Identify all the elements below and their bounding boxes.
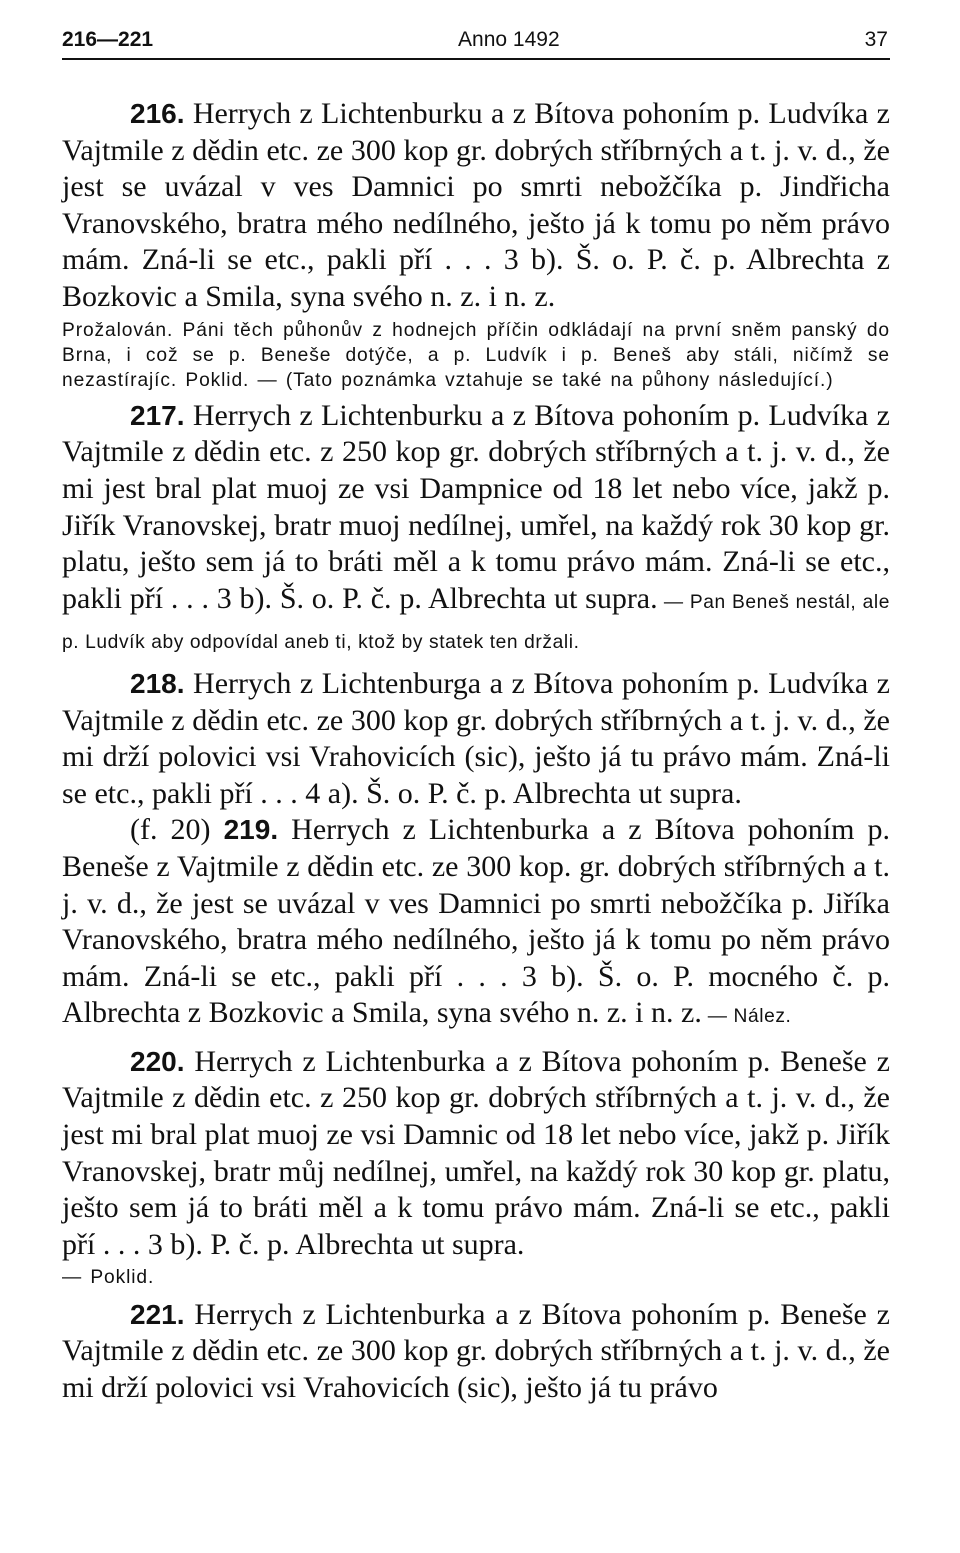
page-header [62,28,890,60]
entry-number: 217. [130,399,185,431]
folio-reference: (f. 20) [130,813,224,847]
entry-body: Herrych z Lichtenburku a z Bítova pohoním p. Ludvíka z Vajtmile z dědin etc. z 250 kop gr. dobrých stříbrných a t. j. v. d., že mi jest bral plat muoj ze vsi Dampnice od 18 let nebo více, jakž p. Jiřík Vranovskej, bratr muoj nedílnej, umřel, na každý rok 30 kop gr. platu, ješto sem já to bráti měl a k tomu právo mám. Zná-li se etc., pakli pří . . . 3 b). Š. o. P. č. p. Albrechta ut supra. [62,398,890,615]
entry-220 [62,1044,890,1291]
entry-217 [62,398,890,662]
entry-number: 219. [223,814,279,846]
entry-number: 218. [130,667,185,699]
entry-221 [62,1297,890,1407]
entry-219 [62,812,890,1036]
entry-inline-note: — Pan Beneš nestál, ale p. Ludvík aby odpovídal aneb ti, ktož by statek ten držali. [62,591,890,654]
entry-body: Herrych z Lichtenburku a z Bítova pohoním p. Ludvíka z Vajtmile z dědin etc. ze 300 kop gr. dobrých stříbrných a t. j. v. d., že jest se uvázal v ves Damnici po smrti nebožčíka p. Jindřicha Vranovského, bratra mého nedílného, ješto já k tomu po něm právo mám. Zná-li se etc., pakli pří . . . 3 b). Š. o. P. č. p. Albrechta z Bozkovic a Smila, syna svého n. z. i n. z. [62,97,890,313]
entry-text [62,666,890,812]
entry-number: 216. [130,98,185,129]
entry-number: 220. [130,1045,185,1077]
entry-body: Herrych z Lichtenburka a z Bítova pohoním p. Beneše z Vajtmile z dědin etc. z 250 kop gr. dobrých stříbrných a t. j. v. d., že jest mi bral plat muoj ze vsi Damnic od 18 let nebo více, jakž p. Jiřík Vranovskej, bratr můj nedílnej, umřel, na každý rok 30 kop gr. platu, ješto sem já to bráti měl a k tomu právo mám. Zná-li se etc., pakli pří . . . 3 b). P. č. p. Albrechta ut supra. [62,1044,890,1261]
entry-text [62,96,890,316]
entry-text [62,812,890,1036]
header-page-number: 37 [864,28,888,51]
entry-text [62,1044,890,1264]
entry-inline-note: — Nález. [701,1006,792,1028]
document-page [62,28,890,1407]
header-range: 216—221 [62,28,154,51]
header-title: Anno 1492 [458,28,560,51]
entry-note: — Poklid. [62,1267,155,1289]
entry-body: Herrych z Lichtenburka a z Bítova pohoním p. Beneše z Vajtmile z dědin etc. ze 300 kop gr. dobrých stříbrných a t. j. v. d., že mi drží polovici vsi Vrahovicích (sic), ješto já tu právo [62,1297,890,1405]
document-body [62,96,890,1407]
entry-number: 221. [130,1298,185,1330]
entry-body: Herrych z Lichtenburka a z Bítova pohoním p. Beneše z Vajtmile z dědin etc. ze 300 kop. gr. dobrých stříbrných a t. j. v. d., že jest se uvázal v ves Damnici po smrti nebožčíka p. Jiříka Vranovského, bratra mého nedílného, ješto já k tomu po něm právo mám. Zná-li se etc., pakli pří . . . 3 b). Š. o. P. mocného č. p. Albrechta z Bozkovic a Smila, syna svého n. z. i n. z. [62,813,890,1030]
entry-216 [62,96,890,394]
entry-text [62,398,890,662]
entry-text [62,1297,890,1407]
entry-note: Prožalován. Páni těch půhonův z hodnejch příčin odkládají na první sněm panský do Brna, i což se p. Beneše dotýče, a p. Ludvík i p. Beneš aby stáli, ničímž se nezastírajíc. Poklid. — (Tato poznámka vztahuje se také na půhony následující.) [62,319,890,392]
entry-body: Herrych z Lichtenburga a z Bítova pohoním p. Ludvíka z Vajtmile z dědin etc. ze 300 kop gr. dobrých stříbrných a t. j. v. d., že mi drží polovici vsi Vrahovicích (sic), ješto já tu právo mám. Zná-li se etc., pakli pří . . . 4 a). Š. o. P. č. p. Albrechta ut supra. [62,666,890,810]
entry-218 [62,666,890,812]
